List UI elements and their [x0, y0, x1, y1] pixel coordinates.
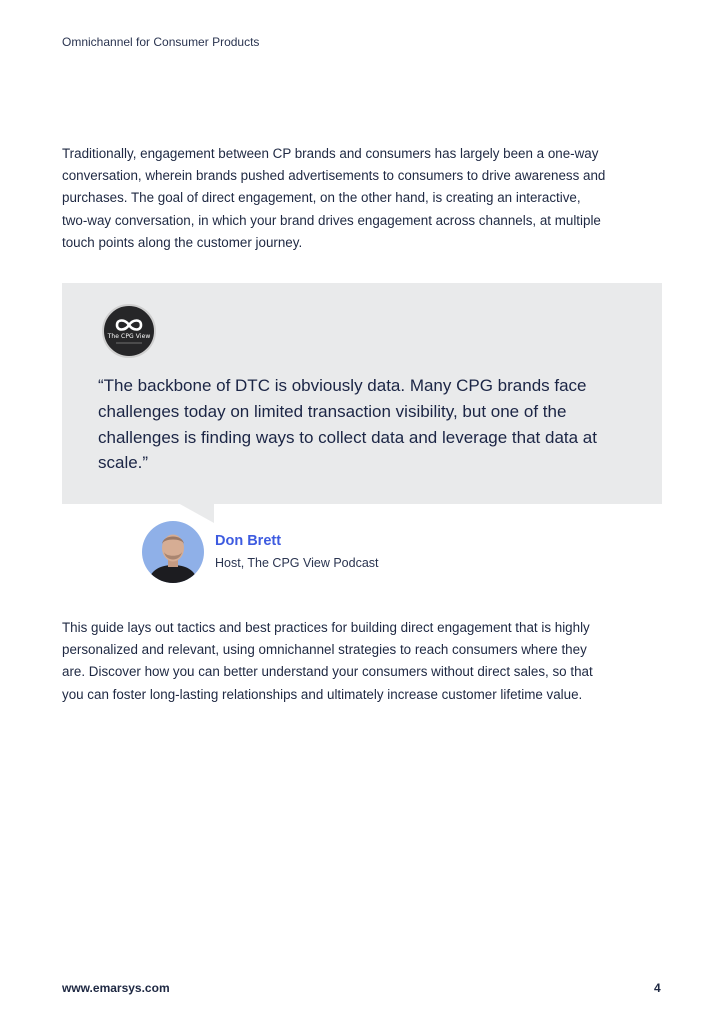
author-name: Don Brett [215, 533, 282, 549]
the-cpg-view-logo-icon [102, 304, 156, 358]
intro-paragraph: Traditionally, engagement between CP brands and consumers has largely been a one-way conversation, wherein brands pushed advertisements to consumers to drive awareness and purchases. The goal of direct engagement, on the other hand, is creating an interactive, two-way conversation, in which your brand drives engagement across channels, at multiple touch points along the customer journey. [62, 146, 606, 250]
footer-url-link[interactable]: www.emarsys.com [62, 981, 170, 995]
infinity-icon [104, 306, 154, 356]
author-title: Host, The CPG View Podcast [215, 556, 379, 570]
logo-text: The CPG View [107, 333, 151, 340]
outro-paragraph: This guide lays out tactics and best practices for building direct engagement that is highly personalized and relevant, using omnichannel strategies to reach consumers where they are. Discover how you can better understand your consumers without direct sales, so that you can foster long-lasting relationships and ultimately increase customer lifetime value. [62, 620, 593, 702]
quote-text: “The backbone of DTC is obviously data. Many CPG brands face challenges today on limited transaction visibility, but one of the challenges is finding ways to collect data and leverage that data at scale.” [98, 376, 597, 473]
author-avatar-icon [142, 521, 204, 583]
page-number: 4 [654, 981, 661, 995]
quote-box-tail [178, 503, 214, 523]
header-title: Omnichannel for Consumer Products [62, 35, 260, 49]
